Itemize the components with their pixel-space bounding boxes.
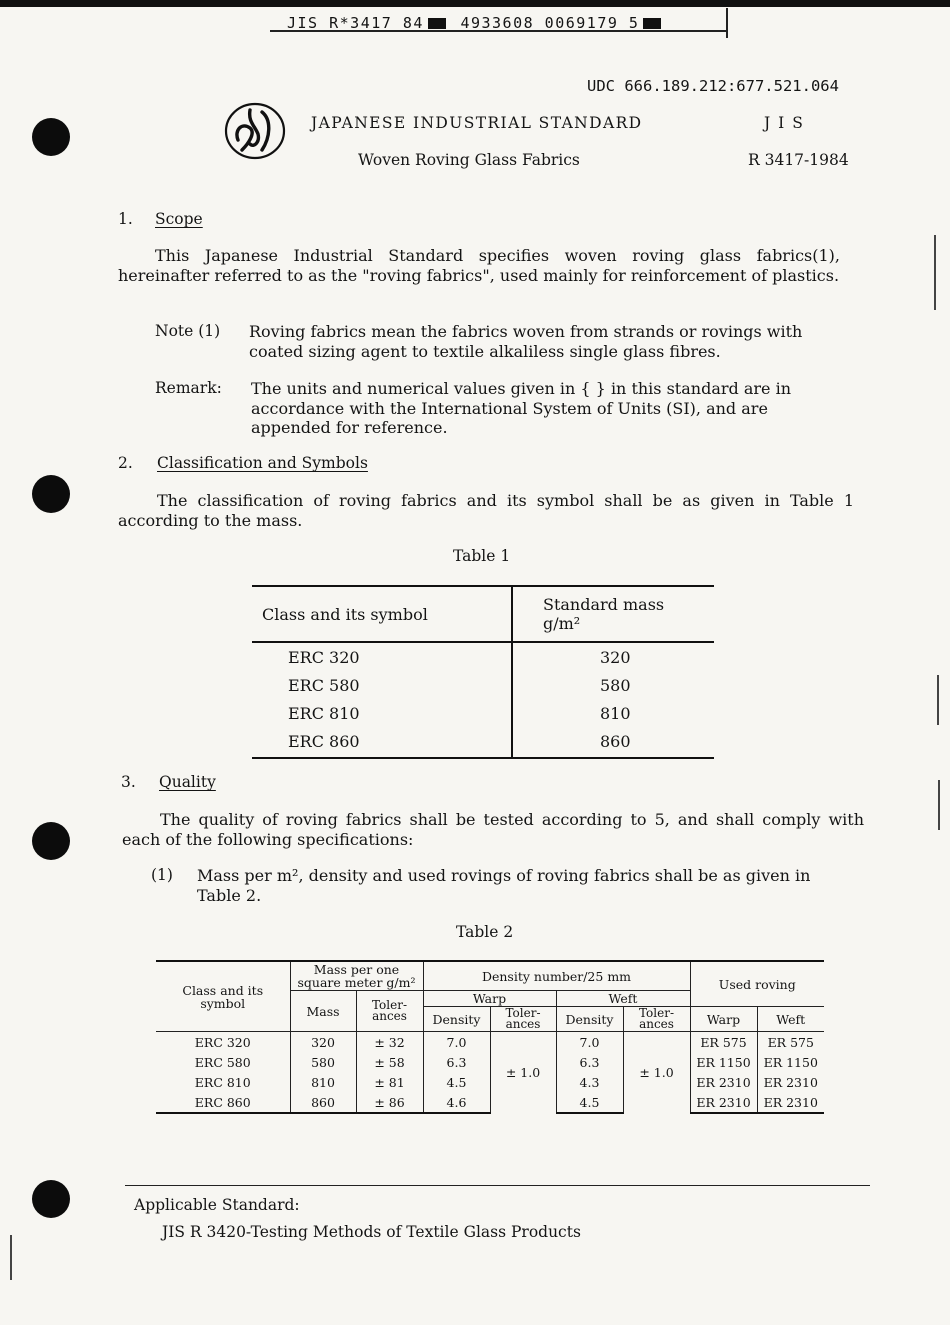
- table2-header-density: Density number/25 mm: [423, 961, 690, 991]
- table2-header-warp-tolerance: Toler- ances: [490, 1007, 556, 1032]
- table2-caption: Table 2: [456, 923, 514, 941]
- scan-edge-mark: [10, 1235, 12, 1280]
- table2-header-roving-warp: Warp: [690, 1007, 757, 1032]
- binder-hole: [32, 822, 70, 860]
- footer-rule: [125, 1185, 870, 1186]
- table-row: ERC 580 580: [252, 671, 714, 699]
- table2-header-weft-tolerance: Toler- ances: [623, 1007, 690, 1032]
- note-label: Note (1): [155, 322, 221, 340]
- table2-header-mass: Mass per one square meter g/m²: [290, 961, 423, 991]
- table-2-specifications: [156, 960, 824, 1114]
- section-heading-classification: Classification and Symbols: [157, 454, 368, 472]
- udc-code: UDC 666.189.212:677.521.064: [587, 77, 839, 95]
- table1-header-mass: Standard mass g/m²: [512, 586, 714, 642]
- table2-header-mass-tolerance: Toler- ances: [356, 991, 423, 1032]
- table-row: ERC 860 860: [252, 727, 714, 758]
- table2-header-weft: Weft: [556, 991, 690, 1007]
- standard-number: R 3417-1984: [748, 151, 849, 169]
- classification-paragraph: The classification of roving fabrics and its symbol shall be as given in Table 1 according to the mass.: [118, 491, 854, 530]
- weft-density-tolerance: ± 1.0: [623, 1032, 690, 1114]
- binder-hole: [32, 118, 70, 156]
- table-row: ERC 320 320: [252, 642, 714, 671]
- warp-density-tolerance: ± 1.0: [490, 1032, 556, 1114]
- list-item-label: (1): [151, 866, 173, 884]
- table-1-classes: [252, 585, 714, 759]
- section-heading-scope: Scope: [155, 210, 203, 228]
- binder-hole: [32, 1180, 70, 1218]
- table1-header-class: Class and its symbol: [252, 586, 512, 642]
- issuer-name: JAPANESE INDUSTRIAL STANDARD: [311, 114, 643, 132]
- table2-header-mass-col: Mass: [290, 991, 356, 1032]
- table-row: ERC 860 860 ± 86 4.6 4.5 ER 2310 ER 2310: [156, 1092, 824, 1113]
- table-row: ERC 810 810 ± 81 4.5 4.3 ER 2310 ER 2310: [156, 1072, 824, 1092]
- top-border: [0, 0, 950, 7]
- table2-header-used-roving: Used roving: [690, 961, 824, 1007]
- note-text: Roving fabrics mean the fabrics woven from strands or rovings with coated sizing agent to textile alkaliless single glass fibres.: [249, 322, 803, 361]
- table1-caption: Table 1: [453, 547, 511, 565]
- scan-edge-mark: [937, 675, 939, 725]
- section-number: 2.: [118, 454, 133, 472]
- table-row: ERC 580 580 ± 58 6.3 6.3 ER 1150 ER 1150: [156, 1052, 824, 1072]
- page-title: Woven Roving Glass Fabrics: [358, 151, 580, 169]
- header-rule-right: [726, 8, 728, 38]
- remark-text: The units and numerical values given in { } in this standard are in accordance with the International System of Units (SI), and are appended for reference.: [251, 379, 791, 437]
- applicable-standard-label: Applicable Standard:: [134, 1196, 300, 1214]
- table2-header-class: Class and its symbol: [156, 961, 290, 1032]
- table2-header-weft-density: Density: [556, 1007, 623, 1032]
- table2-header-warp: Warp: [423, 991, 556, 1007]
- quality-paragraph: The quality of roving fabrics shall be tested according to 5, and shall comply with each of the following specifications:: [122, 810, 864, 849]
- scan-edge-mark: [934, 235, 936, 310]
- jis-label: J I S: [764, 114, 805, 132]
- table-row: ERC 810 810: [252, 699, 714, 727]
- table2-header-warp-density: Density: [423, 1007, 490, 1032]
- binder-hole: [32, 475, 70, 513]
- applicable-standard-reference: JIS R 3420-Testing Methods of Textile Glass Products: [162, 1223, 581, 1241]
- table-row: ERC 320 320 ± 32 7.0 ± 1.0 7.0 ± 1.0 ER 575 ER 575: [156, 1032, 824, 1053]
- scope-paragraph: This Japanese Industrial Standard specifies woven roving glass fabrics(1), hereinafter referred to as the "roving fabrics", used mainly for reinforcement of plastics.: [118, 246, 840, 285]
- section-number: 1.: [118, 210, 133, 228]
- document-code-line: JIS R*3417 84 4933608 0069179 5: [287, 14, 665, 32]
- section-heading-quality: Quality: [159, 773, 216, 791]
- section-number: 3.: [121, 773, 136, 791]
- jis-mark-logo: [222, 100, 288, 162]
- table2-header-roving-weft: Weft: [757, 1007, 824, 1032]
- remark-label: Remark:: [155, 379, 222, 397]
- list-item-text: Mass per m², density and used rovings of roving fabrics shall be as given in Table 2.: [197, 866, 811, 905]
- scan-edge-mark: [938, 780, 940, 830]
